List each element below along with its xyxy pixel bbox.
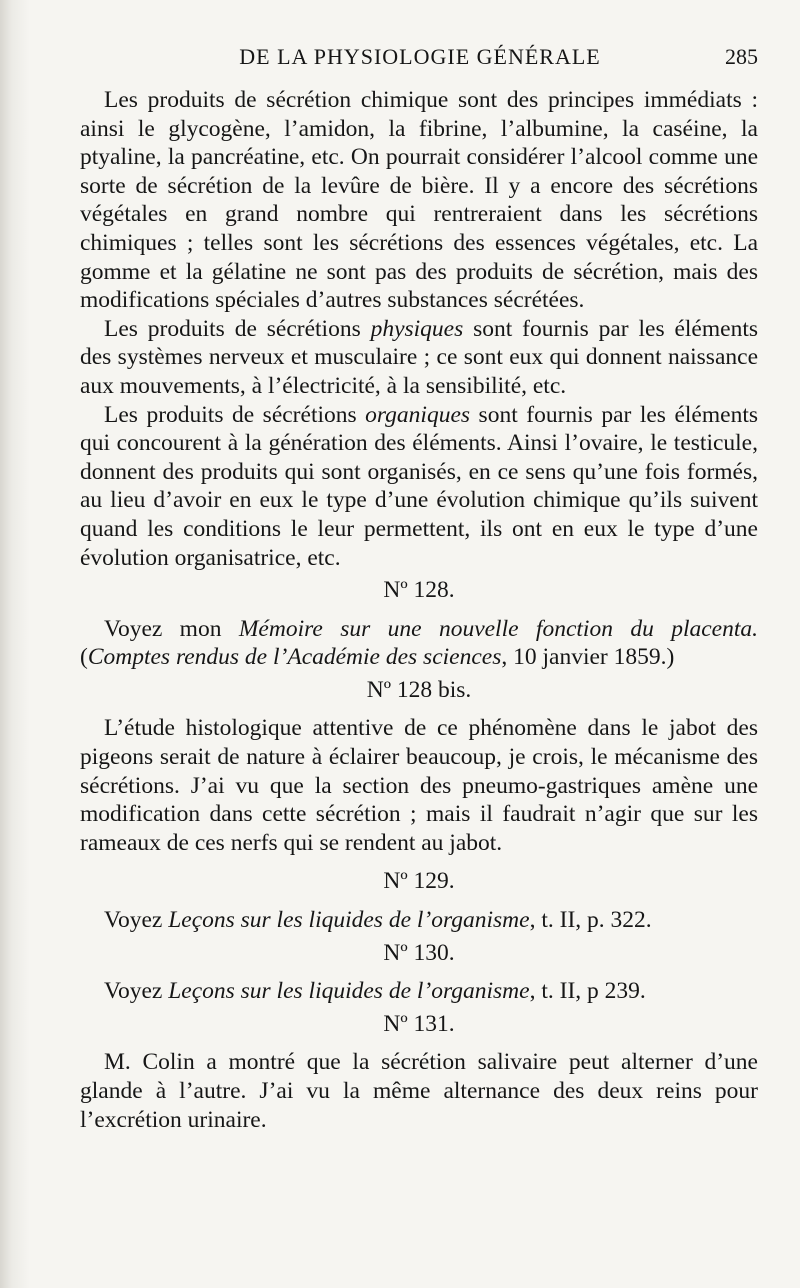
section-heading-131: Nº 131. (383, 1010, 455, 1037)
italic-term: organiques (365, 401, 471, 428)
italic-term: physiques (370, 315, 464, 342)
text-span: , t. II, p. 322. (529, 907, 652, 934)
paragraph-physical-secretions (80, 315, 758, 401)
note-128-bis: L’étude histologique attentive de ce phénomène dans le jabot des pigeons serait de nature à éclairer beaucoup, je crois, le mécanisme des sécrétions. J’ai vu que la section des pneumo-gastriques amène une modification dans cette sécrétion ; mais il faudrait n’agir que sur les rameaux de ces nerfs qui se rendent au jabot. (80, 715, 758, 856)
italic-title: Leçons sur les liquides de l’organisme (168, 907, 530, 934)
page-header (82, 44, 758, 76)
section-heading-128-bis: Nº 128 bis. (366, 676, 472, 703)
note-131: M. Colin a montré que la sécrétion salivaire peut alterner d’une glande à l’autre. J’ai vu la même alternance des deux reins pour l’excrétion urinaire. (80, 1049, 758, 1133)
text-span: Les produits de sécrétions (104, 401, 366, 428)
text-span: sont fournis par les éléments qui concourent à la génération des éléments. Ainsi l’ovaire, le testicule, donnent des produits qui sont organisés, en ce sens qu’une fois formés, au lieu d’avoir en eux le type d’une évolution chimique qu’ils suivent quand les conditions le leur permettent, ils ont en eux le type d’une évolution organisatrice, etc. (80, 401, 758, 571)
note-128 (80, 615, 758, 672)
running-title: DE LA PHYSIOLOGIE GÉNÉRALE (239, 44, 601, 69)
text-span: sont fournis par les éléments des systèmes nerveux et musculaire ; ce sont eux qui donnent naissance aux mouvements, à l’électricité, à la sensibilité, etc. (80, 315, 758, 399)
text-span: Voyez (104, 978, 169, 1005)
text-span: Les produits de sécrétions (104, 315, 371, 342)
italic-title: Leçons sur les liquides de l’organisme (168, 978, 530, 1005)
note-129 (80, 906, 758, 935)
italic-title: Mémoire sur une nouvelle fonction du placenta. (238, 615, 758, 642)
italic-title: Comptes rendus de l’Académie des sciences (87, 644, 502, 671)
text-span: Voyez (104, 907, 169, 934)
text-span: , t. II, p 239. (529, 978, 646, 1005)
section-heading-128: Nº 128. (383, 577, 455, 604)
paragraph-chemical-secretions: Les produits de sécrétion chimique sont des principes immédiats : ainsi le glycogène, l’amidon, la fibrine, l’albumine, la caséine, la ptyaline, la pancréatine, etc. On pourrait considérer l’alcool comme une sorte de sécrétion de la levûre de bière. Il y a encore des sécrétions végétales en grand nombre qui rentreraient dans les sécrétions chimiques ; telles sont les sécrétions des essences végétales, etc. La gomme et la gélatine ne sont pas des produits de sécrétion, mais des modifications spéciales d’autres substances sécrétées. (80, 87, 758, 314)
text-span: ( (80, 644, 88, 671)
paragraph-organic-secretions (80, 401, 758, 573)
page-body (80, 86, 758, 1134)
text-span: Voyez mon (104, 615, 239, 642)
note-130 (80, 977, 758, 1006)
section-heading-130: Nº 130. (383, 939, 455, 966)
section-heading-129: Nº 129. (383, 868, 455, 895)
page-number: 285 (725, 44, 758, 69)
text-span: , 10 janvier 1859.) (501, 644, 675, 671)
